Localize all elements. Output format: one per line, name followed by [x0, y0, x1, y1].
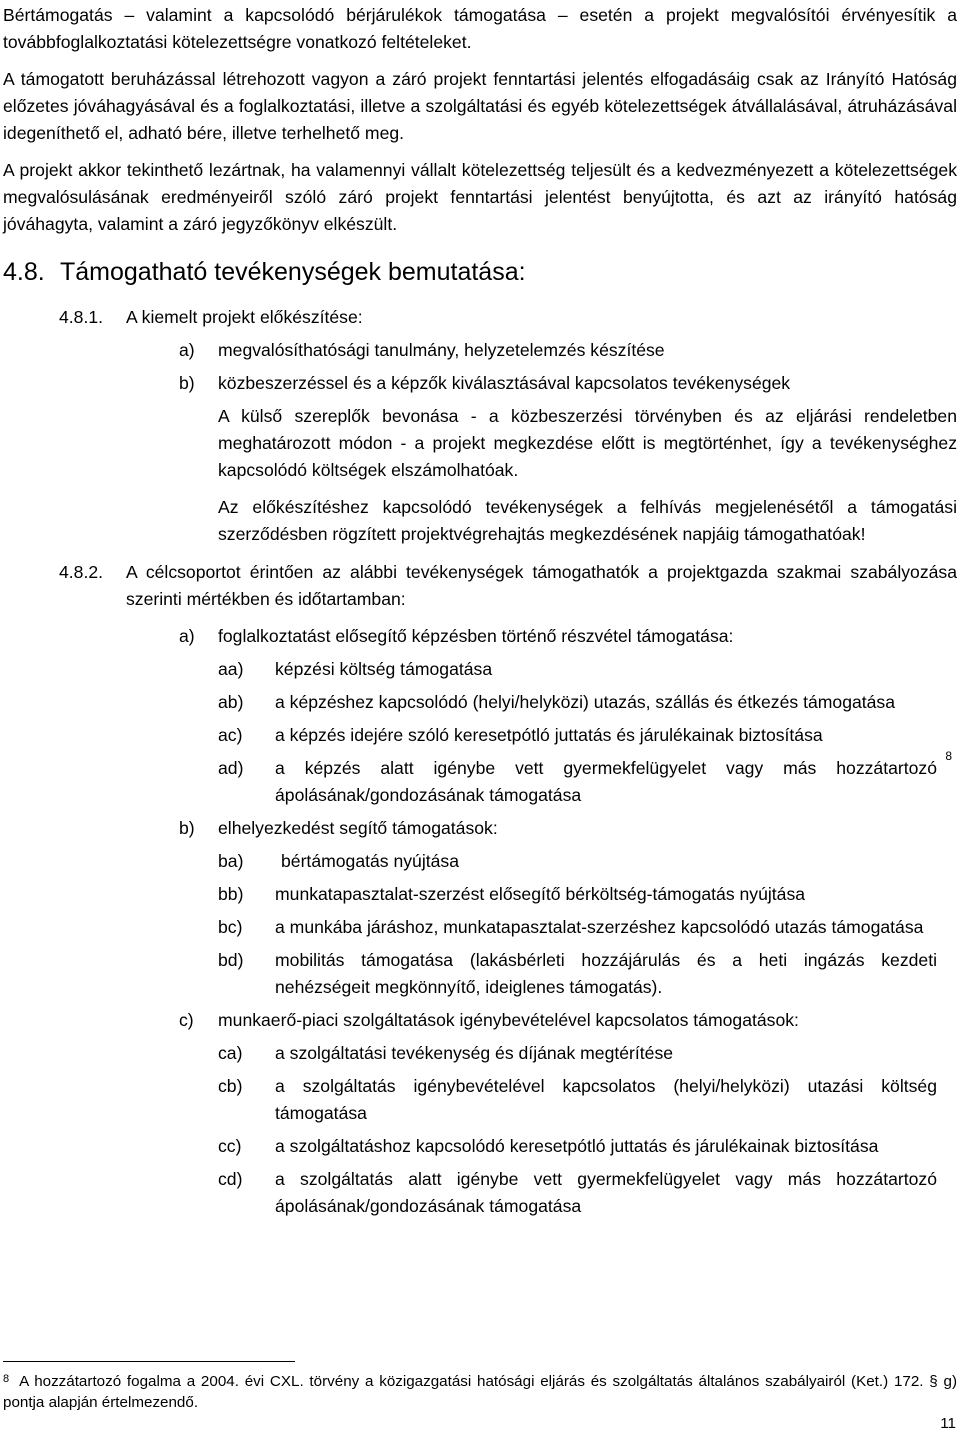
list-item-text: munkaerő-piaci szolgáltatások igénybevételével kapcsolatos támogatások: — [218, 1010, 799, 1030]
sub-list-item — [3, 947, 957, 1001]
subsection-4-8-1 — [3, 304, 957, 331]
sub-list-item — [3, 1040, 957, 1067]
section-heading-number: 4.8. — [3, 258, 45, 286]
sub-list-item-text: bértámogatás nyújtása — [281, 851, 459, 871]
footnote-mark: 8 — [3, 1373, 10, 1385]
sub-list-item — [3, 1133, 957, 1160]
list-item-text: közbeszerzéssel és a képzők kiválasztásával kapcsolatos tevékenységek — [218, 373, 791, 393]
sub-list-item-label: cd) — [218, 1169, 243, 1189]
sub-list-item-text: a szolgáltatás alatt igénybe vett gyermekfelügyelet vagy más hozzátartozó ápolásának/gondozásának támogatása — [275, 1169, 937, 1216]
list-item-a — [3, 623, 957, 650]
list-item — [3, 370, 957, 397]
sub-list-item-label: aa) — [218, 659, 244, 679]
sub-list-item — [3, 848, 957, 875]
sub-list-item-text: munkatapasztalat-szerzést elősegítő bérköltség-támogatás nyújtása — [275, 884, 806, 904]
subsection-title: A célcsoportot érintően az alábbi tevékenységek támogathatók a projektgazda szakmai szabályozása szerinti mértékben és időtartamban: — [126, 562, 957, 609]
sub-list-item-text: a szolgáltatási tevékenység és díjának megtérítése — [275, 1043, 674, 1063]
sub-list-item — [3, 881, 957, 908]
list-item-c — [3, 1007, 957, 1034]
sub-list-item-label: ad) — [218, 758, 244, 778]
note-preparation-eligibility: Az előkészítéshez kapcsolódó tevékenységek a felhívás megjelenésétől a támogatási szerződésben rögzített projektvégrehajtás megkezdésének napjáig támogathatóak! — [218, 497, 957, 544]
sub-list-item-label: bb) — [218, 884, 244, 904]
sub-list-item — [3, 1073, 957, 1127]
footnote-separator — [3, 1361, 295, 1362]
sub-list-item-label: ba) — [218, 851, 244, 871]
sub-list-item — [3, 689, 957, 716]
list-item-label: b) — [179, 818, 195, 838]
subsection-4-8-2 — [3, 559, 957, 613]
sub-list-item-text: a munkába járáshoz, munkatapasztalat-szerzéshez kapcsolódó utazás támogatása — [275, 917, 924, 937]
sub-list-item-text: a képzéshez kapcsolódó (helyi/helyközi) utazás, szállás és étkezés támogatása — [275, 692, 896, 712]
footnote-text: A hozzátartozó fogalma a 2004. évi CXL. törvény a közigazgatási hatósági eljárás és szolgáltatás általános szabályairól (Ket.) 172. § g) pontja alapján értelmezendő. — [3, 1373, 957, 1411]
page-number: 11 — [940, 1415, 956, 1432]
sub-list-item-text: a szolgáltatás igénybevételével kapcsolatos (helyi/helyközi) utazási költség támogatása — [275, 1076, 937, 1123]
sub-list-item-text: mobilitás támogatása (lakásbérleti hozzájárulás és a heti ingázás kezdeti nehézségeit megkönnyítő, ideiglenes támogatás). — [275, 950, 937, 997]
list-item-label: c) — [179, 1010, 194, 1030]
sub-list-item-label: ab) — [218, 692, 244, 712]
sub-list-item — [3, 1166, 957, 1220]
sub-list-item-text: a szolgáltatáshoz kapcsolódó keresetpótló juttatás és járulékainak biztosítása — [275, 1136, 879, 1156]
list-item-text: foglalkoztatást elősegítő képzésben történő részvétel támogatása: — [218, 626, 734, 646]
subsection-title: A kiemelt projekt előkészítése: — [126, 307, 363, 327]
subsection-number: 4.8.1. — [59, 307, 104, 327]
sub-list-item — [3, 722, 957, 749]
list-item-b — [3, 815, 957, 842]
list-item-label: a) — [179, 340, 195, 360]
list-item — [3, 337, 957, 364]
sub-list-item-label: ac) — [218, 725, 243, 745]
paragraph-wage-support: Bértámogatás – valamint a kapcsolódó bérjárulékok támogatása – esetén a projekt megvalósítói érvényesítik a továbbfoglalkoztatási kötelezettségre vonatkozó feltételeket. — [3, 5, 957, 52]
list-item-text: elhelyezkedést segítő támogatások: — [218, 818, 498, 838]
paragraph-asset-disposal: A támogatott beruházással létrehozott vagyon a záró projekt fenntartási jelentés elfogadásáig csak az Irányító Hatóság előzetes jóváhagyásával és a foglalkoztatási, illetve a szolgáltatási és egyéb kötelezettségek átvállalásával, átruházásával idegeníthető el, adható bére, illetve terhelhető meg. — [3, 69, 957, 143]
list-item-label: a) — [179, 626, 195, 646]
sub-list-item — [3, 914, 957, 941]
sub-list-item-label: bd) — [218, 950, 244, 970]
paragraph-project-closure: A projekt akkor tekinthető lezártnak, ha valamennyi vállalt kötelezettség teljesült és a kedvezményezett a kötelezettségek megvalósulásának eredményeiről szóló záró projekt fenntartási jelentést benyújtotta, és azt az irányító hatóság jóváhagyta, valamint a záró jegyzőkönyv elkészült. — [3, 160, 957, 234]
sub-list-item-text: képzési költség támogatása — [275, 659, 493, 679]
sub-list-item-text: a képzés alatt igénybe vett gyermekfelügyelet vagy más hozzátartozó ápolásának/gondozásának támogatása — [275, 758, 937, 805]
list-item-text: megvalósíthatósági tanulmány, helyzetelemzés készítése — [218, 340, 665, 360]
sub-list-item — [3, 656, 957, 683]
sub-list-item-label: bc) — [218, 917, 243, 937]
footnote — [3, 1371, 957, 1413]
section-heading — [3, 257, 957, 287]
sub-list-item-text: a képzés idejére szóló keresetpótló juttatás és járulékainak biztosítása — [275, 725, 823, 745]
sub-list-item-label: cc) — [218, 1136, 242, 1156]
section-heading-title: Támogatható tevékenységek bemutatása: — [60, 258, 526, 286]
list-item-label: b) — [179, 373, 195, 393]
note-external-actors: A külső szereplők bevonása - a közbeszerzési törvényben és az eljárási rendeletben meghatározott módon - a projekt megkezdése előtt is megtörténhet, így a tevékenységhez kapcsolódó költségek elszámolhatóak. — [218, 406, 957, 480]
sub-list-item — [3, 749, 957, 809]
footnote-reference[interactable]: 8 — [945, 749, 952, 763]
subsection-number: 4.8.2. — [59, 562, 104, 582]
sub-list-item-label: cb) — [218, 1076, 243, 1096]
sub-list-item-label: ca) — [218, 1043, 243, 1063]
